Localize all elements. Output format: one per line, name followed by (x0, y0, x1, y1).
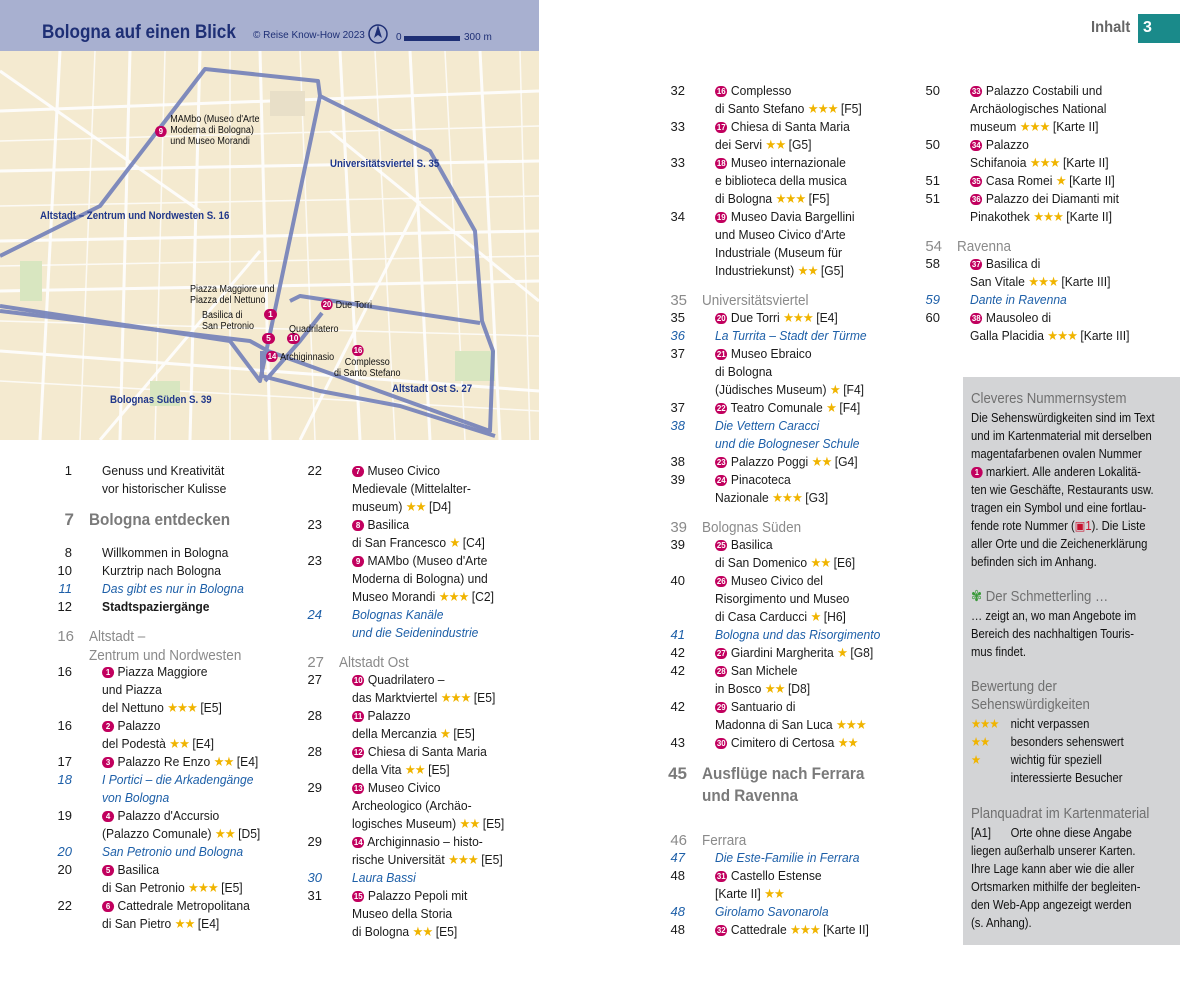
toc-page-number[interactable]: 1 (64, 463, 72, 478)
sight-marker: 29 (716, 702, 726, 712)
toc-page-number[interactable]: 48 (670, 904, 685, 919)
toc-section-page[interactable]: 46 (670, 832, 687, 849)
toc-entry[interactable]: Die Vettern Caracci und die Bologneser Schule (715, 418, 860, 451)
toc-entry[interactable]: Willkommen in Bologna (102, 545, 229, 560)
sight-marker: 1 (102, 667, 114, 678)
map-copyright: © Reise Know-How 2023 (253, 30, 365, 41)
toc-sight-entry[interactable]: 28 San Michele in Bosco ★★ [D8] (715, 663, 811, 696)
toc-page-number[interactable]: 18 (57, 772, 72, 787)
grid-reference: [F5] (840, 101, 862, 116)
toc-page-number[interactable]: 8 (64, 545, 72, 560)
sight-marker: 2 (102, 721, 114, 732)
map-label-santo-stefano: 16 Complesso di Santo Stefano (334, 345, 401, 379)
toc-page-number[interactable]: 42 (670, 645, 685, 660)
grid-reference: [Karte II] (823, 922, 869, 937)
map-title: Bologna auf einen Blick (42, 22, 236, 43)
sight-marker: 21 (716, 349, 726, 359)
toc-page-number[interactable]: 37 (670, 346, 685, 361)
toc-section-title[interactable]: Altstadt Ost (339, 654, 409, 671)
sight-marker: 28 (716, 666, 726, 676)
toc-sight-entry[interactable]: 24 Pinacoteca Nazionale ★★★ [G3] (715, 472, 829, 505)
toc-page-number[interactable]: 16 (57, 718, 72, 733)
toc-section-title[interactable]: Ferrara (702, 832, 747, 849)
rating-stars: ★★★ (438, 589, 469, 604)
sidebar-heading-schmetterling: ✾ Der Schmetterling … (971, 588, 1109, 605)
toc-sight-entry[interactable]: 23 Palazzo Poggi ★★ [G4] (716, 454, 858, 469)
toc-page-number[interactable]: 29 (307, 780, 322, 795)
rating-stars: ★ (449, 535, 460, 550)
toc-sight-entry[interactable]: 6 Cattedrale Metropolitana di San Pietro ★★ [E4] (102, 898, 250, 931)
toc-page-number[interactable]: 47 (670, 850, 685, 865)
grid-reference: [Karte II] (1052, 119, 1099, 134)
sight-marker: 10 (353, 675, 363, 685)
toc-sight-entry[interactable]: 22 Teatro Comunale ★ [F4] (716, 400, 861, 415)
rating-stars: ★★ (214, 826, 235, 841)
grid-reference: [E5] (428, 762, 450, 777)
grid-reference: [F5] (808, 191, 830, 206)
toc-page-number[interactable]: 23 (307, 553, 322, 568)
toc-chapter-page[interactable]: 45 (668, 764, 687, 783)
grid-reference: [Karte III] (1061, 274, 1111, 289)
toc-section-page[interactable]: 16 (57, 628, 74, 645)
map-marker: 9 (155, 126, 167, 137)
sight-marker: 32 (716, 925, 726, 935)
rating-stars: ★★ (811, 454, 832, 469)
sight-marker: 12 (353, 747, 363, 757)
sight-marker: 7 (352, 466, 364, 477)
sidebar-text-4: [A1] Orte ohne diese Angabe liegen außerhalb unserer Karten. Ihre Lage kann aber wie die aller Ortsmarken mithilfe der begleiten- den Web-App angezeigt werden (s. Anhang). (971, 826, 1141, 930)
toc-entry[interactable]: San Petronio und Bologna (102, 844, 244, 859)
sight-marker: 4 (102, 811, 114, 822)
toc-entry[interactable]: Stadtspaziergänge (102, 599, 210, 614)
toc-sight-entry[interactable]: 4 Palazzo d'Accursio (Palazzo Comunale) ★★ [D5] (102, 808, 261, 841)
rating-stars: ★ (826, 400, 837, 415)
sight-marker: 11 (353, 711, 363, 721)
grid-reference: [Karte III] (1080, 328, 1130, 343)
map-label-due-torri: 20 Due Torri (322, 299, 372, 311)
toc-sight-entry[interactable]: 36 Palazzo dei Diamanti mit Pinakothek ★★★ [Karte II] (970, 191, 1119, 224)
sight-marker: 25 (716, 540, 726, 550)
sight-marker: 14 (353, 837, 363, 847)
grid-reference: [E5] (481, 852, 503, 867)
toc-entry[interactable]: Genuss und Kreativität vor historischer Kulisse (102, 463, 227, 496)
toc-page-number[interactable]: 33 (670, 119, 685, 134)
toc-entry[interactable]: Bolognas Kanäle und die Seidenindustrie (352, 607, 479, 640)
toc-page-number[interactable]: 48 (670, 868, 685, 883)
rating-stars: ★ (810, 609, 821, 624)
toc-chapter-title[interactable]: Ausflüge nach Ferrara und Ravenna (702, 764, 865, 805)
toc-page-number[interactable]: 30 (307, 870, 322, 885)
page-number: 3 (1138, 14, 1180, 43)
toc-sight-entry[interactable]: 1 Piazza Maggiore und Piazza del Nettuno ★★★ [E5] (102, 664, 222, 715)
toc-sight-entry[interactable]: 10 Quadrilatero – das Marktviertel ★★★ [E5] (352, 672, 496, 705)
toc-page-number[interactable]: 37 (670, 400, 685, 415)
map-label-archiginnasio: 14 Archiginnasio (267, 351, 335, 363)
grid-reference: [Karte II] (1062, 155, 1109, 170)
rating-stars: ★★★ (1019, 119, 1050, 134)
rating-stars: ★★ (213, 754, 234, 769)
map-marker: 16 (353, 345, 363, 355)
map-marker: 20 (322, 299, 332, 309)
sight-marker: 6 (102, 901, 114, 912)
toc-entry[interactable]: Das gibt es nur in Bologna (102, 581, 244, 596)
sight-marker: 37 (971, 259, 981, 269)
toc-chapter-title[interactable]: Bologna entdecken (89, 510, 231, 529)
rating-stars: ★ (1055, 173, 1066, 188)
grid-reference: [E4] (816, 310, 838, 325)
toc-section-page[interactable]: 35 (670, 292, 687, 309)
toc-section-title[interactable]: Universitätsviertel (702, 292, 809, 309)
map-marker: 14 (267, 351, 277, 361)
map-header (0, 0, 539, 51)
rating-stars: ★★★ (188, 880, 218, 895)
toc-page-number[interactable]: 58 (925, 256, 940, 271)
grid-reference: [E4] (197, 916, 220, 931)
sight-marker: 24 (716, 475, 726, 485)
grid-reference: [H6] (823, 609, 846, 624)
rating-stars: ★★★ (1029, 155, 1060, 170)
sight-marker: 31 (716, 871, 726, 881)
toc-page-number[interactable]: 28 (307, 744, 322, 759)
sight-marker: 20 (716, 313, 726, 323)
toc-sight-entry[interactable]: 33 Palazzo Costabili und Archäologisches National museum ★★★ [Karte II] (970, 83, 1107, 134)
info-sidebar (963, 377, 1180, 945)
rating-stars: ★★ (404, 762, 425, 777)
toc-page-number[interactable]: 38 (670, 454, 685, 469)
toc-sight-entry[interactable]: 37 Basilica di San Vitale ★★★ [Karte III] (970, 256, 1111, 289)
sight-marker: 8 (352, 520, 364, 531)
toc-sight-entry[interactable]: 34 Palazzo Schifanoia ★★★ [Karte II] (970, 137, 1109, 170)
toc-page-number[interactable]: 39 (670, 537, 685, 552)
toc-entry[interactable]: Laura Bassi (352, 870, 416, 885)
toc-page-number[interactable]: 59 (925, 292, 940, 307)
toc-entry[interactable]: Kurztrip nach Bologna (102, 563, 221, 578)
toc-sight-entry[interactable]: 12 Chiesa di Santa Maria della Vita ★★ [E5] (352, 744, 487, 777)
map-label-mambo: 9 MAMbo (Museo d'Arte Moderna di Bologna) und Museo Morandi (155, 126, 167, 138)
sight-marker: 26 (716, 576, 726, 586)
toc-sight-entry[interactable]: 32 Cattedrale ★★★ [Karte II] (716, 922, 869, 937)
rating-stars: ★★ (837, 735, 858, 750)
district-label-altstadt: Altstadt – Zentrum und Nordwesten S. 16 (40, 210, 230, 222)
map-label-piazza: Piazza Maggiore und Piazza del Nettuno (190, 284, 275, 306)
toc-page-number[interactable]: 38 (670, 418, 685, 433)
toc-sight-entry[interactable]: 27 Giardini Margherita ★ [G8] (716, 645, 874, 660)
toc-page-number[interactable]: 22 (307, 463, 322, 478)
grid-reference: [F4] (839, 400, 861, 415)
grid-reference: [F4] (843, 382, 865, 397)
toc-section-title[interactable]: Ravenna (957, 238, 1012, 255)
toc-sight-entry[interactable]: 7 Museo Civico Medievale (Mittelalter- museum) ★★ [D4] (352, 463, 471, 514)
rating-stars: ★★★ (807, 101, 838, 116)
toc-page-number[interactable]: 24 (307, 607, 322, 622)
grid-reference: [E5] (453, 726, 475, 741)
grid-reference: [E5] (482, 816, 505, 831)
toc-page-number[interactable]: 22 (57, 898, 72, 913)
grid-reference: [D4] (428, 499, 452, 514)
toc-page-number[interactable]: 51 (925, 191, 940, 206)
grid-reference: [G3] (805, 490, 829, 505)
toc-page-number[interactable]: 34 (670, 209, 685, 224)
toc-page-number[interactable]: 39 (670, 472, 685, 487)
rating-stars: ★★ (174, 916, 195, 931)
rating-stars: ★★★ (448, 852, 478, 867)
toc-page-number[interactable]: 20 (57, 862, 72, 877)
scale-bar (404, 36, 460, 41)
sidebar-heading-bewertung: Bewertung der Sehenswürdigkeiten (971, 678, 1090, 713)
sidebar-heading-nummern: Cleveres Nummernsystem (971, 390, 1127, 407)
toc-sight-entry[interactable]: 19 Museo Davia Bargellini und Museo Civico d'Arte Industriale (Museum für Industriekunst) ★★ [G5] (715, 209, 855, 278)
toc-page-number[interactable]: 23 (307, 517, 322, 532)
toc-page-number[interactable]: 29 (307, 834, 322, 849)
toc-page-number[interactable]: 51 (925, 173, 940, 188)
sight-marker: 16 (716, 86, 726, 96)
shop-icon: ▣ (1074, 519, 1086, 533)
toc-sight-entry[interactable]: 17 Chiesa di Santa Maria dei Servi ★★ [G5] (715, 119, 850, 152)
toc-entry[interactable]: Die Este-Familie in Ferrara (715, 850, 860, 865)
grid-reference: [E5] (221, 880, 243, 895)
rating-stars: ★★★ (836, 717, 866, 732)
toc-chapter-page[interactable]: 7 (64, 510, 74, 529)
rating-stars: ★★ (797, 263, 818, 278)
rating-stars: ★★★ (1028, 274, 1059, 289)
toc-sight-entry[interactable]: 3 Palazzo Re Enzo ★★ [E4] (102, 753, 258, 771)
rating-stars: ★★★ (167, 700, 197, 715)
rating-stars: ★★★ (1033, 209, 1063, 224)
street-grid (0, 51, 539, 440)
toc-page-number[interactable]: 27 (307, 672, 322, 687)
toc-page-number[interactable]: 32 (670, 83, 685, 98)
rating-stars: ★★★ (783, 310, 813, 325)
rating-stars: ★ (837, 645, 847, 660)
toc-sight-entry[interactable]: 11 Palazzo della Mercanzia ★ [E5] (352, 708, 475, 741)
rating-stars: ★★ (412, 924, 433, 939)
sight-marker: 3 (102, 757, 114, 768)
rating-stars: ★★★ (775, 191, 806, 206)
toc-sight-entry[interactable]: 8 Basilica di San Francesco ★ [C4] (352, 517, 485, 550)
district-label-universitaet: Universitätsviertel S. 35 (330, 158, 440, 170)
toc-page-number[interactable]: 36 (670, 328, 685, 343)
toc-sight-entry[interactable]: 25 Basilica di San Domenico ★★ [E6] (715, 537, 856, 570)
rating-stars: ★★ (765, 137, 786, 152)
rating-stars: ★★★ (1047, 328, 1078, 343)
toc-sight-entry[interactable]: 9 MAMbo (Museo d'Arte Moderna di Bologna) und Museo Morandi ★★★ [C2] (352, 553, 494, 604)
sight-marker: 18 (716, 158, 726, 168)
toc-sight-entry[interactable]: 5 Basilica di San Petronio ★★★ [E5] (102, 862, 243, 895)
toc-sight-entry[interactable]: 21 Museo Ebraico di Bologna (Jüdisches Museum) ★ [F4] (715, 346, 865, 397)
toc-page-number[interactable]: 35 (670, 310, 685, 325)
toc-entry[interactable]: Dante in Ravenna (970, 292, 1067, 307)
toc-sight-entry[interactable]: 18 Museo internazionale e biblioteca della musica di Bologna ★★★ [F5] (715, 155, 847, 206)
map-marker-1: 1 (264, 309, 277, 320)
map-marker-5: 5 (262, 333, 275, 344)
grid-reference: [Karte II] (1069, 173, 1115, 188)
toc-entry[interactable]: I Portici – die Arkadengänge von Bologna (102, 772, 254, 805)
grid-reference: [E5] (200, 700, 222, 715)
sight-marker: 38 (971, 313, 981, 323)
sight-marker: 13 (353, 783, 363, 793)
sample-marker: 1 (971, 467, 983, 478)
sight-marker: 19 (716, 212, 726, 222)
rating-stars: ★★ (169, 736, 190, 751)
toc-page-number[interactable]: 33 (670, 155, 685, 170)
toc-sight-entry[interactable]: 13 Museo Civico Archeologico (Archäo- logisches Museum) ★★ [E5] (352, 780, 505, 831)
grid-reference: [E4] (192, 736, 214, 751)
sight-marker: 35 (971, 176, 981, 186)
toc-page-number[interactable]: 42 (670, 699, 685, 714)
toc-page-number[interactable]: 50 (925, 83, 940, 98)
city-map (0, 51, 539, 440)
rating-legend: ★★★ nicht verpassen ★★ besonders sehenswert ★ wichtig für speziell interessierte Besucher (971, 717, 1124, 785)
toc-page-number[interactable]: 20 (57, 844, 72, 859)
rating-stars: ★★ (810, 555, 831, 570)
grid-reference: [G5] (820, 263, 844, 278)
toc-page-number[interactable]: 16 (57, 664, 72, 679)
rating-stars: ★★ (764, 886, 784, 901)
grid-reference: [Karte II] (1066, 209, 1112, 224)
toc-page-number[interactable]: 41 (670, 627, 685, 642)
map-label-basilica: Basilica di San Petronio (202, 310, 255, 332)
sight-marker: 5 (102, 865, 114, 876)
grid-reference: [C4] (462, 535, 485, 550)
rating-stars: ★★ (405, 499, 426, 514)
sight-marker: 22 (716, 403, 726, 413)
toc-sight-entry[interactable]: 20 Due Torri ★★★ [E4] (716, 310, 838, 325)
toc-sight-entry[interactable]: 15 Palazzo Pepoli mit Museo della Storia di Bologna ★★ [E5] (352, 888, 468, 939)
grid-reference: [G4] (834, 454, 858, 469)
sight-marker: 15 (353, 891, 363, 901)
sidebar-text-1: Die Sehenswürdigkeiten sind im Text und im Kartenmaterial mit derselben magentafarbenen ovalen Nummer 1 markiert. Alle anderen Lokalitä- ten wie Geschäfte, Restaurants usw. tragen ein Symbol und eine fortlau- fende rote Nummer (▣1). Die Liste aller Orte und die Zeichenerklärung befinden sich im Anhang. (971, 411, 1155, 569)
toc-sight-entry[interactable]: 2 Palazzo del Podestà ★★ [E4] (102, 718, 214, 751)
map-marker-10: 10 (289, 333, 299, 343)
sight-marker: 23 (716, 457, 726, 467)
toc-sight-entry[interactable]: 35 Casa Romei ★ [Karte II] (971, 173, 1115, 188)
toc-page-number[interactable]: 42 (670, 663, 685, 678)
toc-page-number[interactable]: 48 (670, 922, 685, 937)
toc-page-number[interactable]: 50 (925, 137, 940, 152)
toc-entry[interactable]: Girolamo Savonarola (715, 904, 829, 919)
grid-reference: [E4] (236, 754, 259, 769)
toc-section-page[interactable]: 54 (925, 238, 942, 255)
grid-reference: [E5] (473, 690, 496, 705)
toc-page-number[interactable]: 10 (57, 563, 72, 578)
rating-stars: ★★★ (790, 922, 820, 937)
grid-reference: [C2] (471, 589, 494, 604)
north-arrow-icon (368, 22, 388, 46)
toc-page-number[interactable]: 40 (670, 573, 685, 588)
butterfly-icon: ✾ (971, 588, 983, 605)
scale-end: 300 m (464, 32, 492, 43)
grid-reference: [G5] (788, 137, 812, 152)
toc-page-number[interactable]: 28 (307, 708, 322, 723)
rating-stars: ★★★ (440, 690, 471, 705)
toc-page-number[interactable]: 43 (670, 735, 685, 750)
toc-sight-entry[interactable]: 26 Museo Civico del Risorgimento und Museo di Casa Carducci ★ [H6] (715, 573, 850, 624)
sight-marker: 30 (716, 738, 726, 748)
section-title: Inhalt (1091, 19, 1131, 36)
rating-stars: ★ (440, 726, 450, 741)
grid-reference: [E5] (435, 924, 458, 939)
toc-entry[interactable]: Bologna und das Risorgimento (715, 627, 881, 642)
sight-marker: 36 (971, 194, 981, 204)
toc-page-number[interactable]: 11 (58, 581, 72, 596)
toc-section-title[interactable]: Altstadt – Zentrum und Nordwesten (89, 628, 242, 664)
grid-reference: [D5] (238, 826, 261, 841)
map-label-quadrilatero: Quadrilatero (289, 324, 339, 335)
toc-sight-entry[interactable]: 31 Castello Estense [Karte II] ★★ (715, 868, 822, 901)
toc-sight-entry[interactable]: 38 Mausoleo di Galla Placidia ★★★ [Karte III] (970, 310, 1130, 343)
toc-sight-entry[interactable]: 16 Complesso di Santo Stefano ★★★ [F5] (715, 83, 862, 116)
district-label-sueden: Bolognas Süden S. 39 (110, 394, 212, 406)
scale-start: 0 (396, 32, 402, 43)
toc-section-page[interactable]: 39 (670, 519, 687, 536)
grid-reference: [D8] (787, 681, 811, 696)
grid-reference: [E6] (833, 555, 856, 570)
toc-entry[interactable]: La Turrita – Stadt der Türme (715, 328, 867, 343)
toc-sight-entry[interactable]: 14 Archiginnasio – histo- rische Universität ★★★ [E5] (352, 834, 503, 867)
district-label-altstadt-ost: Altstadt Ost S. 27 (392, 383, 473, 395)
toc-page-number[interactable]: 17 (57, 754, 72, 769)
sight-marker: 17 (716, 122, 726, 132)
toc-sight-entry[interactable]: 30 Cimitero di Certosa ★★ (716, 735, 858, 750)
toc-page-number[interactable]: 31 (307, 888, 322, 903)
sight-marker: 27 (716, 648, 726, 658)
sidebar-text-2: … zeigt an, wo man Angebote im Bereich des nachhaltigen Touris- mus findet. (971, 609, 1137, 659)
toc-section-title[interactable]: Bolognas Süden (702, 519, 802, 536)
grid-reference: [G8] (850, 645, 874, 660)
toc-page-number[interactable]: 60 (925, 310, 940, 325)
rating-stars: ★★ (459, 816, 480, 831)
sight-marker: 9 (352, 556, 364, 567)
toc-sight-entry[interactable]: 29 Santuario di Madonna di San Luca ★★★ (715, 699, 866, 732)
rating-stars: ★★★ (772, 490, 802, 505)
toc-page-number[interactable]: 12 (57, 599, 72, 614)
rating-stars: ★★ (764, 681, 785, 696)
sidebar-heading-planquadrat: Planquadrat im Kartenmaterial (971, 805, 1150, 822)
toc-section-page[interactable]: 27 (307, 654, 324, 671)
toc-page-number[interactable]: 19 (57, 808, 72, 823)
rating-stars: ★ (829, 382, 840, 397)
sight-marker: 34 (971, 140, 981, 150)
sight-marker: 33 (971, 86, 981, 96)
